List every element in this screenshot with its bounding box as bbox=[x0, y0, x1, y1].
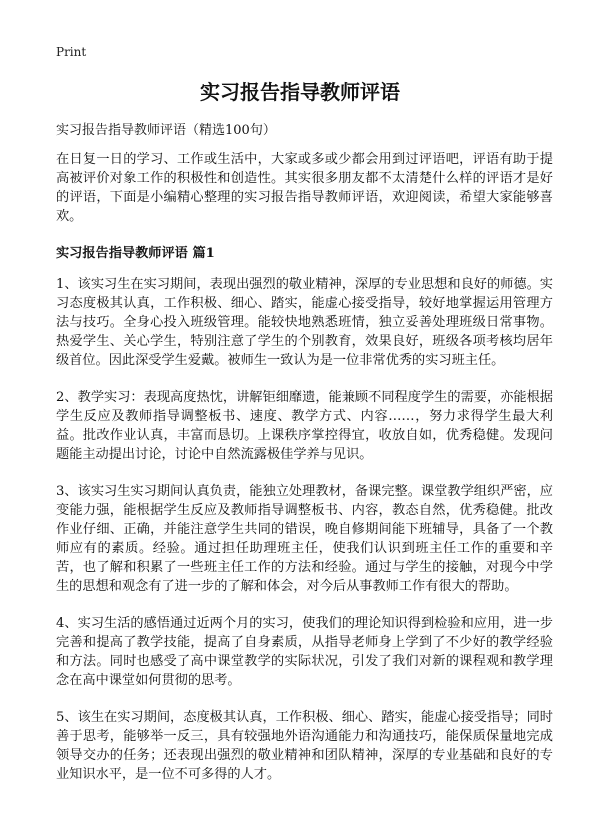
document-subtitle: 实习报告指导教师评语（精选100句） bbox=[56, 123, 276, 138]
intro-paragraph: 在日复一日的学习、工作或生活中，大家或多或少都会用到过评语吧，评语有助于提高被评价对象工作的积极性和创造性。其实很多朋友都不太清楚什么样的评语才是好的评语，下面是小编精心整理的实习报告指导教师评语，欢迎阅读，希望大家能够喜欢。 bbox=[56, 152, 553, 224]
comment-paragraph-2: 2、教学实习：表现高度热忱，讲解钜细靡遗，能兼顾不同程度学生的需要，亦能根据学生反应及教师指导调整板书、速度、教学方式、内容……，努力求得学生最大利益。批改作业认真，丰富而恳切。上课秩序掌控得宜，收放自如，优秀稳健。发现问题能主动提出讨论，讨论中自然流露极佳学养与见识。 bbox=[56, 390, 553, 462]
comment-paragraph-5: 5、该生在实习期间，态度极其认真，工作积极、细心、踏实，能虚心接受指导；同时善于思考，能够举一反三，具有较强地外语沟通能力和沟通技巧，能保质保量地完成领导交办的任务；还表现出强烈的敬业精神和团队精神，深厚的专业基础和良好的专业知识水平，是一位不可多得的人才。 bbox=[56, 710, 553, 782]
document-body bbox=[56, 150, 553, 802]
print-link[interactable]: Print bbox=[56, 45, 87, 59]
comment-paragraph-3: 3、该实习生实习期间认真负责，能独立处理教材，备课完整。课堂教学组织严密，应变能力强，能根据学生反应及教师指导调整板书、内容，教态自然，优秀稳健。批改作业仔细、正确，并能注意学生共同的错误，晚自修期间能下班辅导，具备了一个教师应有的素质。经验。通过担任助理班主任，使我们认识到班主任工作的重要和辛苦，也了解和积累了一些班主任工作的方法和经验。通过与学生的接触，对现今中学生的思想和观念有了进一步的了解和体会，对今后从事教师工作有很大的帮助。 bbox=[56, 484, 553, 594]
comment-paragraph-1: 1、该实习生在实习期间，表现出强烈的敬业精神，深厚的专业思想和良好的师德。实习态度极其认真，工作积极、细心、踏实，能虚心接受指导，较好地掌握运用管理方法与技巧。全身心投入班级管理。能较快地熟悉班情，独立妥善处理班级日常事物。热爱学生、关心学生，特别注意了学生的个别教育，效果良好，班级各项考核均居年级首位。因此深受学生爱戴。被师生一致认为是一位非常优秀的实习班主任。 bbox=[56, 277, 553, 368]
section-heading: 实习报告指导教师评语 篇1 bbox=[56, 246, 215, 261]
comment-paragraph-4: 4、实习生活的感悟通过近两个月的实习，使我们的理论知识得到检验和应用，进一步完善和提高了教学技能，提高了自身素质，从指导老师身上学到了不少好的教学经验和方法。同时也感受了高中课堂教学的实际状况，引发了我们对新的课程观和教学理念在高中课堂如何贯彻的思考。 bbox=[56, 616, 553, 688]
document-title: 实习报告指导教师评语 bbox=[200, 80, 400, 104]
